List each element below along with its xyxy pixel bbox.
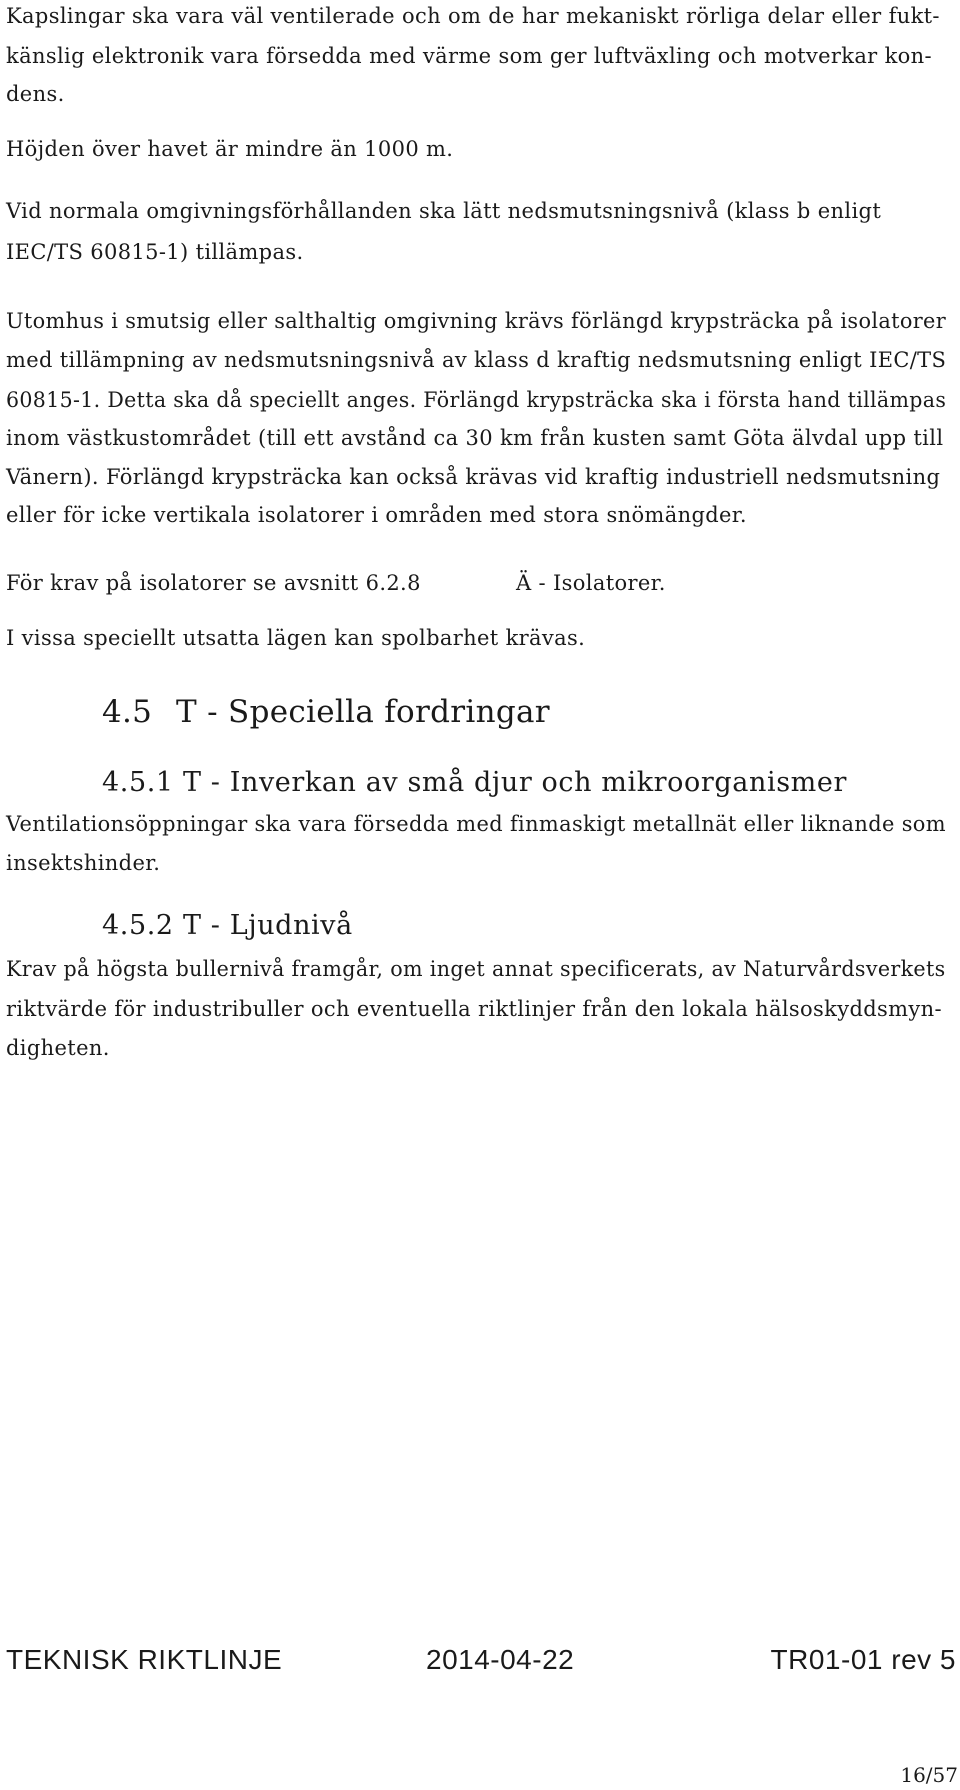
text-line: inom västkustområdet (till ett avstånd ca 30 km från kusten samt Göta älvdal upp till [6,426,944,450]
footer-date: 2014-04-22 [426,1644,575,1675]
text-line: Ventilationsöppningar ska vara försedda med finmaskigt metallnät eller liknande som [6,812,946,836]
section-heading: T - Speciella fordringar [176,694,550,730]
text-line: insektshinder. [6,851,161,875]
cross-reference-link[interactable]: Ä - Isolatorer. [516,571,666,595]
text-line: med tillämpning av nedsmutsningsnivå av klass d kraftig nedsmutsning enligt IEC/TS [6,348,947,372]
text-line: Kapslingar ska vara väl ventilerade och om de har mekaniskt rörliga delar eller fukt- [6,4,940,28]
text-line: känslig elektronik vara försedda med värme som ger luftväxling och motverkar kon- [6,44,932,68]
text-line: I vissa speciellt utsatta lägen kan spolbarhet krävas. [6,626,586,650]
text-line: Vänern). Förlängd krypsträcka kan också krävas vid kraftig industriell nedsmutsning [6,465,941,489]
text-line: Vid normala omgivningsförhållanden ska lätt nedsmutsningsnivå (klass b enligt [6,199,882,223]
page-number: 16/57 [900,1763,958,1787]
text-line: riktvärde för industribuller och eventuella riktlinjer från den lokala hälsoskyddsmyn- [6,997,942,1021]
text-line: Utomhus i smutsig eller salthaltig omgivning krävs förlängd krypsträcka på isolatorer [6,309,947,333]
text-line: digheten. [6,1036,110,1060]
footer-doc-type: TEKNISK RIKTLINJE [6,1644,283,1675]
footer-doc-id: TR01-01 rev 5 [770,1644,956,1675]
text-line: Krav på högsta bullernivå framgår, om inget annat specificerats, av Naturvårdsverkets [6,957,946,981]
section-number: 4.5.2 [102,910,174,941]
text-line: IEC/TS 60815-1) tillämpas. [6,240,304,264]
text-line: eller för icke vertikala isolatorer i områden med stora snömängder. [6,503,747,527]
section-number: 4.5.1 [102,767,174,798]
text-line: För krav på isolatorer se avsnitt 6.2.8 [6,571,421,595]
text-line: 60815-1. Detta ska då speciellt anges. Förlängd krypsträcka ska i första hand tillämpas [6,388,947,412]
text-line: Höjden över havet är mindre än 1000 m. [6,137,454,161]
section-number: 4.5 [102,694,153,730]
section-heading: T - Ljudnivå [183,910,353,941]
section-heading: T - Inverkan av små djur och mikroorganismer [183,767,847,798]
text-line: dens. [6,82,65,106]
